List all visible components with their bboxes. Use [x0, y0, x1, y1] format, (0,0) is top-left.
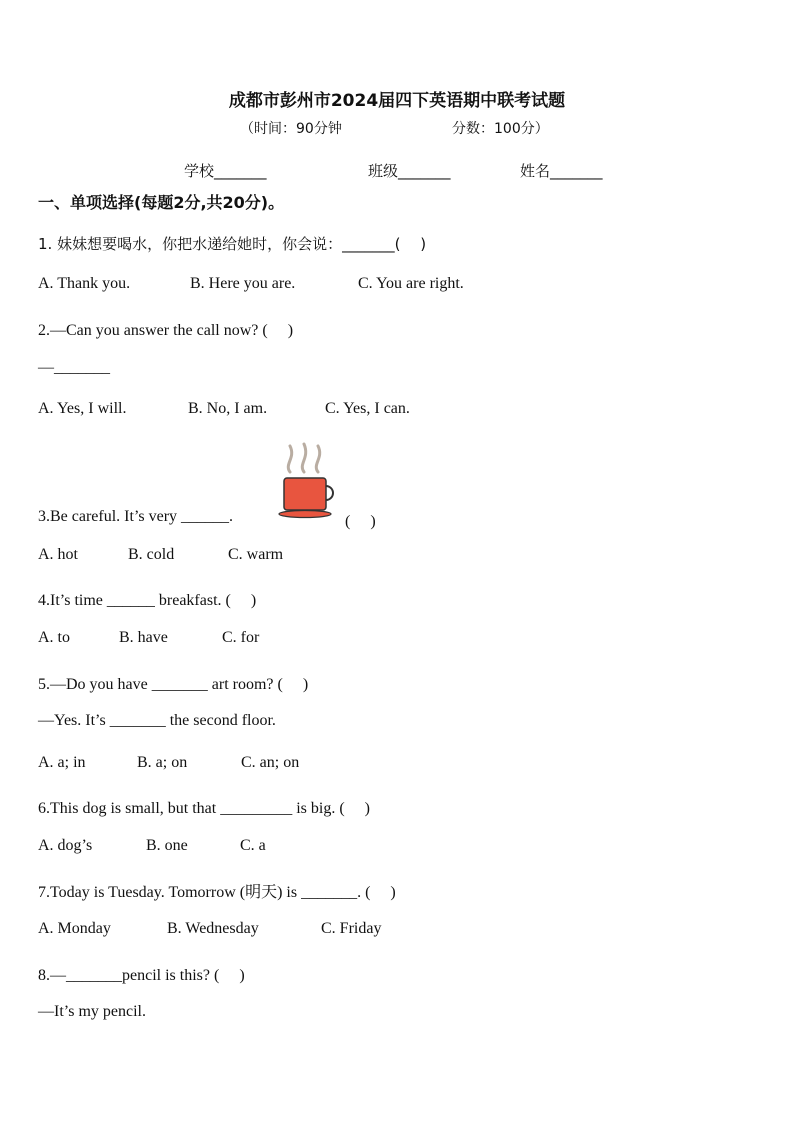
question-1-stem: 1. 妹妹想要喝水，你把水递给她时，你会说：_______( ): [38, 235, 427, 253]
question-7-stem: 7.Today is Tuesday. Tomorrow (明天) is _______. ( ): [38, 884, 396, 901]
question-6-option-a[interactable]: A. dog’s: [38, 837, 93, 854]
question-7-option-c[interactable]: C. Friday: [321, 920, 382, 937]
question-2-option-a[interactable]: A. Yes, I will.: [38, 400, 127, 417]
question-3-stem: 3.Be careful. It’s very ______.: [38, 508, 234, 525]
name-field[interactable]: 姓名_______: [520, 162, 603, 180]
question-2-option-b[interactable]: B. No, I am.: [188, 400, 268, 417]
question-3-answer-brackets: ( ): [345, 513, 376, 530]
question-1-option-c[interactable]: C. You are right.: [358, 275, 464, 292]
question-4-stem: 4.It’s time ______ breakfast. ( ): [38, 592, 257, 609]
question-4-option-a[interactable]: A. to: [38, 629, 70, 646]
question-3-option-c[interactable]: C. warm: [228, 546, 284, 563]
question-5-option-c[interactable]: C. an; on: [241, 754, 300, 771]
question-3-option-b[interactable]: B. cold: [128, 546, 175, 563]
exam-score: 分数：100分）: [452, 121, 549, 137]
question-5-stem: 5.—Do you have _______ art room? ( ): [38, 676, 309, 693]
hot-coffee-cup-icon: [276, 438, 338, 525]
question-2-stem: 2.—Can you answer the call now? ( ): [38, 322, 294, 339]
question-2-option-c[interactable]: C. Yes, I can.: [325, 400, 410, 417]
class-field[interactable]: 班级_______: [368, 162, 451, 180]
question-5-answer-line: —Yes. It’s _______ the second floor.: [38, 712, 276, 729]
section-title: 一、单项选择(每题2分,共20分)。: [38, 193, 285, 212]
page-title: 成都市彭州市2024届四下英语期中联考试题: [228, 91, 566, 111]
exam-time: （时间：90分钟: [240, 121, 342, 137]
question-7-option-a[interactable]: A. Monday: [38, 920, 111, 937]
question-6-option-b[interactable]: B. one: [146, 837, 188, 854]
question-7-option-b[interactable]: B. Wednesday: [167, 920, 259, 937]
school-field[interactable]: 学校_______: [184, 162, 267, 180]
question-8-stem: 8.—_______pencil is this? ( ): [38, 967, 245, 984]
question-5-option-a[interactable]: A. a; in: [38, 754, 86, 771]
question-1-option-a[interactable]: A. Thank you.: [38, 275, 131, 292]
question-1-option-b[interactable]: B. Here you are.: [190, 275, 296, 292]
question-3-option-a[interactable]: A. hot: [38, 546, 78, 563]
question-4-option-b[interactable]: B. have: [119, 629, 168, 646]
question-5-option-b[interactable]: B. a; on: [137, 754, 188, 771]
question-6-option-c[interactable]: C. a: [240, 837, 266, 854]
question-2-answer-line: —_______: [38, 359, 110, 376]
question-6-stem: 6.This dog is small, but that _________ is big. ( ): [38, 800, 370, 817]
question-4-option-c[interactable]: C. for: [222, 629, 260, 646]
question-8-answer-line: —It’s my pencil.: [38, 1003, 146, 1020]
